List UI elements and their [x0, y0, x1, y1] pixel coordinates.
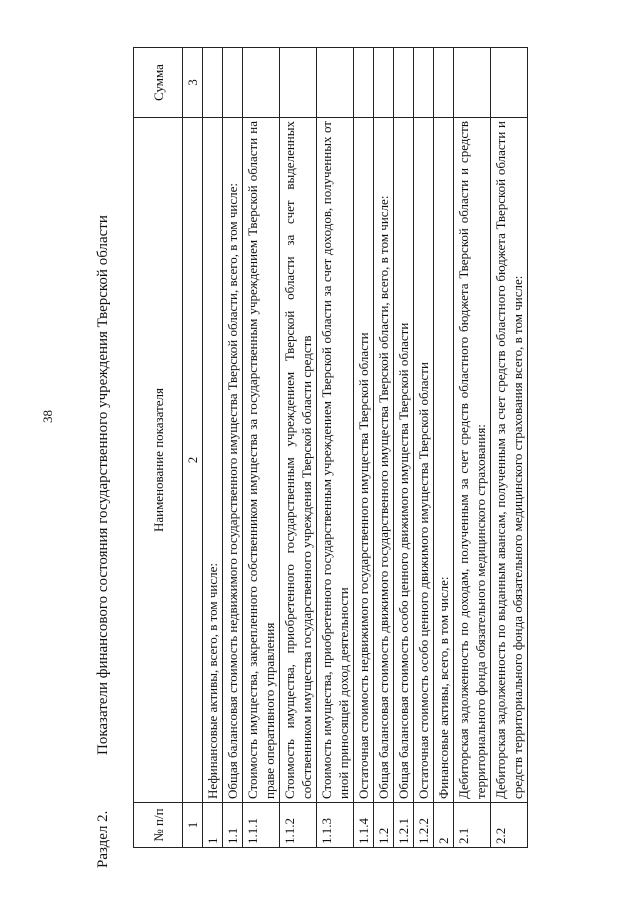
row-number: 1.2	[374, 803, 394, 848]
row-name: Стоимость имущества, приобретенного государственным учреждением Тверской области за счет выделенных собственником имущества государственного учреждения Тверской области средств	[280, 118, 317, 803]
section-title: Показатели финансового состояния государственного учреждения Тверской области	[95, 215, 111, 755]
row-name: Дебиторская задолженность по доходам, полученным за счет средств областного бюджета Тверской области и средств территориального фонда обязательного медицинского страхования:	[454, 118, 491, 803]
table-header-row	[134, 48, 183, 848]
column-number: 3	[183, 48, 203, 118]
rotated-page-content	[95, 28, 615, 868]
row-name: Общая балансовая стоимость особо ценного движимого имущества Тверской области	[394, 118, 414, 803]
table-row	[354, 48, 374, 848]
row-name: Нефинансовые активы, всего, в том числе:	[203, 118, 223, 803]
row-number: 1.1.4	[354, 803, 374, 848]
financial-indicators-table	[133, 47, 528, 848]
row-sum	[414, 48, 434, 118]
row-name: Остаточная стоимость особо ценного движимого имущества Тверской области	[414, 118, 434, 803]
table-row	[203, 48, 223, 848]
column-number-row	[183, 48, 203, 848]
row-number: 1.2.1	[394, 803, 414, 848]
table-row	[414, 48, 434, 848]
row-number: 1.1	[223, 803, 243, 848]
section-label: Раздел 2.	[95, 810, 111, 868]
header-num: № п/п	[134, 803, 183, 848]
table-row	[317, 48, 354, 848]
table-row	[374, 48, 394, 848]
row-name: Стоимость имущества, приобретенного государственным учреждением Тверской области за счет доходов, полученных от иной приносящей доход деятельности	[317, 118, 354, 803]
table-row	[434, 48, 454, 848]
row-number: 1.2.2	[414, 803, 434, 848]
row-sum	[491, 48, 528, 118]
table-row	[491, 48, 528, 848]
row-sum	[374, 48, 394, 118]
row-name: Стоимость имущества, закрепленного собственником имущества за государственным учреждением Тверской области на праве оперативного управления	[243, 118, 280, 803]
table-row	[223, 48, 243, 848]
table-row	[394, 48, 414, 848]
column-number: 2	[183, 118, 203, 803]
row-sum	[243, 48, 280, 118]
row-name: Общая балансовая стоимость движимого государственного имущества Тверской области, всего, в том числе:	[374, 118, 394, 803]
row-number: 1.1.3	[317, 803, 354, 848]
column-number: 1	[183, 803, 203, 848]
row-name: Финансовые активы, всего, в том числе:	[434, 118, 454, 803]
row-sum	[434, 48, 454, 118]
row-number: 1	[203, 803, 223, 848]
row-sum	[317, 48, 354, 118]
row-sum	[454, 48, 491, 118]
row-name: Общая балансовая стоимость недвижимого государственного имущества Тверской области, всего, в том числе:	[223, 118, 243, 803]
header-sum: Сумма	[134, 48, 183, 118]
row-number: 2.1	[454, 803, 491, 848]
section-heading	[95, 215, 112, 868]
table-row	[280, 48, 317, 848]
row-sum	[203, 48, 223, 118]
table-row	[454, 48, 491, 848]
row-number: 2	[434, 803, 454, 848]
row-sum	[280, 48, 317, 118]
row-number: 2.2	[491, 803, 528, 848]
row-name: Остаточная стоимость недвижимого государственного имущества Тверской области	[354, 118, 374, 803]
row-sum	[394, 48, 414, 118]
header-name: Наименование показателя	[134, 118, 183, 803]
row-number: 1.1.2	[280, 803, 317, 848]
row-name: Дебиторская задолженность по выданным авансам, полученным за счет средств областного бюджета Тверской области и средств территориального фонда обязательного медицинского страхования всего, в том числе:	[491, 118, 528, 803]
table-row	[243, 48, 280, 848]
page-number: 38	[40, 410, 55, 423]
row-sum	[223, 48, 243, 118]
row-number: 1.1.1	[243, 803, 280, 848]
row-sum	[354, 48, 374, 118]
